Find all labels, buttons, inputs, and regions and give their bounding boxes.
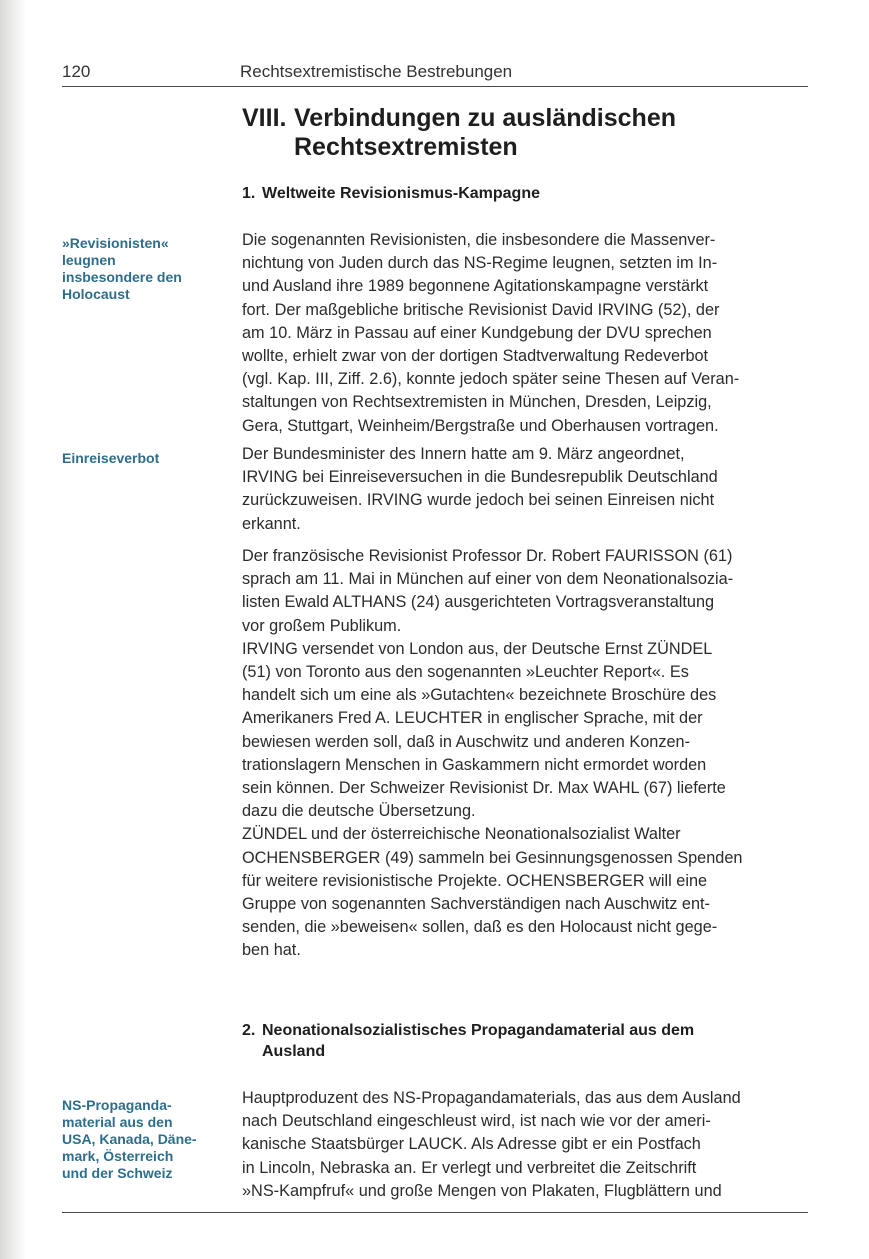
running-head: Rechtsextremistische Bestrebungen [240, 62, 513, 81]
chapter-title-line2: Rechtsextremisten [294, 133, 518, 161]
section-1-number: 1. [242, 185, 256, 202]
margin-note-line: leugnen [62, 252, 116, 268]
text-line: Gera, Stuttgart, Weinheim/Bergstraße und Oberhausen vortragen. [242, 416, 719, 435]
section-2-title [242, 1020, 802, 1062]
text-line: fort. Der maßgebliche britische Revisionist David IRVING (52), der [242, 300, 720, 319]
footer-rule [62, 1212, 808, 1213]
text-line: dazu die deutsche Übersetzung. [242, 802, 476, 821]
text-line: ZÜNDEL und der österreichische Neonationalsozialist Walter [242, 825, 681, 844]
margin-note-line: Holocaust [62, 286, 130, 302]
text-line: handelt sich um eine als »Gutachten« bezeichnete Broschüre des [242, 686, 717, 705]
text-line: nach Deutschland eingeschleust wird, ist nach wie vor der ameri- [242, 1112, 711, 1131]
margin-note-line: Einreiseverbot [62, 450, 160, 466]
text-line: IRVING versendet von London aus, der Deutsche Ernst ZÜNDEL [242, 639, 713, 658]
text-line: (vgl. Kap. III, Ziff. 2.6), konnte jedoch später seine Thesen auf Veran- [242, 370, 740, 389]
paragraph-2 [242, 443, 808, 536]
paragraph-4 [242, 1087, 808, 1203]
text-line: Gruppe von sogenannten Sachverständigen nach Auschwitz ent- [242, 895, 710, 914]
text-line: trationslagern Menschen in Gaskammern nicht ermordet worden [242, 755, 707, 774]
page-number: 120 [62, 62, 91, 81]
margin-note-line: »Revisionisten« [62, 235, 169, 251]
section-2-number: 2. [242, 1022, 256, 1039]
section-2-heading-line1: Neonationalsozialistisches Propagandamaterial aus dem [262, 1022, 695, 1039]
page-binding-shadow [0, 0, 26, 1259]
section-2-heading-line2: Ausland [262, 1043, 326, 1060]
text-line: sein können. Der Schweizer Revisionist Dr. Max WAHL (67) lieferte [242, 779, 726, 798]
text-line: ben hat. [242, 941, 301, 960]
margin-note-revisionists [62, 235, 222, 303]
margin-note-ns-propaganda [62, 1097, 222, 1182]
text-line: (51) von Toronto aus den sogenannten »Leuchter Report«. Es [242, 663, 689, 682]
text-line: in Lincoln, Nebraska an. Er verlegt und verbreitet die Zeitschrift [242, 1158, 697, 1177]
chapter-number: VIII. [242, 104, 287, 132]
text-line: OCHENSBERGER (49) sammeln bei Gesinnungsgenossen Spenden [242, 848, 743, 867]
margin-note-entry-ban [62, 450, 222, 467]
text-line: senden, die »beweisen« sollen, daß es den Holocaust nicht gege- [242, 918, 718, 937]
text-line: Der französische Revisionist Professor Dr. Robert FAURISSON (61) [242, 547, 733, 565]
chapter-title-line1: Verbindungen zu ausländischen [294, 104, 677, 132]
section-1-title [242, 183, 802, 204]
margin-note-line: material aus den [62, 1114, 173, 1130]
text-line: Amerikaners Fred A. LEUCHTER in englischer Sprache, mit der [242, 709, 703, 728]
text-line: listen Ewald ALTHANS (24) ausgerichteten Vortragsveranstaltung [242, 593, 715, 612]
text-line: wollte, erhielt zwar von der dortigen Stadtverwaltung Redeverbot [242, 347, 709, 366]
text-line: und Ausland ihre 1989 begonnene Agitationskampagne verstärkt [242, 277, 709, 296]
text-line: »NS-Kampfruf« und große Mengen von Plakaten, Flugblättern und [242, 1181, 722, 1200]
text-line: IRVING bei Einreiseversuchen in die Bundesrepublik Deutschland [242, 468, 718, 487]
margin-note-line: und der Schweiz [62, 1165, 173, 1181]
page-header [62, 58, 808, 87]
text-line: bewiesen werden soll, daß in Auschwitz und anderen Konzen- [242, 732, 691, 751]
text-line: staltungen von Rechtsextremisten in München, Dresden, Leipzig, [242, 393, 712, 412]
chapter-title [242, 104, 802, 162]
text-line: am 10. März in Passau auf einer Kundgebung der DVU sprechen [242, 323, 712, 342]
text-line: für weitere revisionistische Projekte. OCHENSBERGER will eine [242, 871, 708, 890]
text-line: Hauptproduzent des NS-Propagandamaterials, das aus dem Ausland [242, 1089, 741, 1107]
text-line: kanische Staatsbürger LAUCK. Als Adresse gibt er ein Postfach [242, 1135, 701, 1154]
paragraph-1 [242, 229, 808, 438]
text-line: zurückzuweisen. IRVING wurde jedoch bei seinen Einreisen nicht [242, 491, 715, 510]
text-line: erkannt. [242, 514, 301, 533]
margin-note-line: USA, Kanada, Däne- [62, 1131, 197, 1147]
text-line: Der Bundesminister des Innern hatte am 9. März angeordnet, [242, 445, 685, 463]
text-line: sprach am 11. Mai in München auf einer von dem Neonationalsozia- [242, 570, 734, 589]
paragraph-3 [242, 545, 808, 963]
margin-note-line: mark, Österreich [62, 1148, 174, 1164]
text-line: vor großem Publikum. [242, 616, 402, 635]
text-line: nichtung von Juden durch das NS-Regime leugnen, setzten im In- [242, 254, 718, 273]
margin-note-line: insbesondere den [62, 269, 182, 285]
section-1-heading: Weltweite Revisionismus-Kampagne [262, 185, 540, 202]
margin-note-line: NS-Propaganda- [62, 1097, 172, 1113]
text-line: Die sogenannten Revisionisten, die insbesondere die Massenver- [242, 231, 716, 249]
